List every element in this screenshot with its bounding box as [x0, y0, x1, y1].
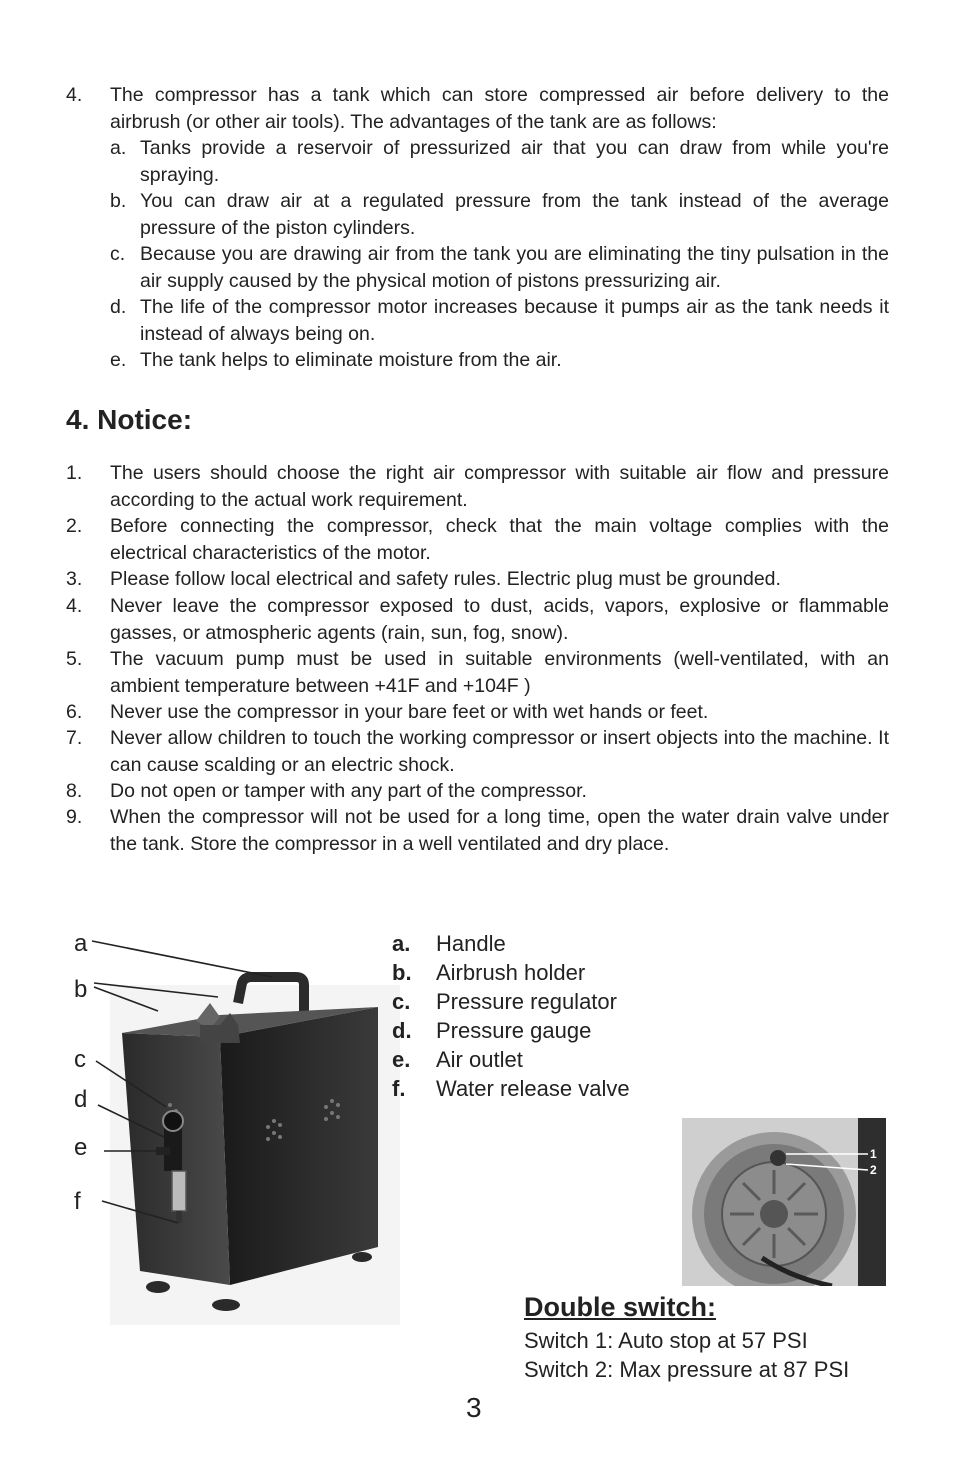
notice-item-4 [66, 593, 889, 646]
double-switch-title: Double switch: [524, 1292, 717, 1322]
notice-item-text: Please follow local electrical and safety rules. Electric plug must be grounded. [110, 568, 781, 590]
callout-d: d [74, 1086, 88, 1113]
water-trap-bowl [172, 1171, 186, 1211]
intro-item-text: The compressor has a tank which can store compressed air before delivery to the airbrush (or other air tools). The advantages of the tank are as follows: [110, 84, 889, 133]
subitem-text: You can draw air at a regulated pressure from the tank instead of the average pressure of the piston cylinders. [140, 190, 889, 239]
switch-callout-2: 2 [870, 1163, 877, 1177]
notice-item-number: 1. [66, 462, 83, 484]
callout-c: c [74, 1046, 86, 1073]
part-name: Airbrush holder [436, 960, 586, 985]
notice-item-text: When the compressor will not be used for a long time, open the water drain valve under the tank. Store the compressor in a well ventilated and dry place. [110, 806, 889, 855]
notice-item-number: 3. [66, 568, 83, 590]
subitem-label: d. [110, 296, 127, 318]
intro-subitem-e [110, 347, 889, 374]
subitem-label: b. [110, 190, 127, 212]
notice-item-6 [66, 699, 889, 726]
foot [146, 1281, 170, 1293]
double-switch-line-2: Switch 2: Max pressure at 87 PSI [524, 1357, 850, 1382]
notice-item-2 [66, 513, 889, 566]
water-release-valve-shape [176, 1211, 182, 1223]
notice-item-8 [66, 778, 889, 805]
intro-subitem-a [110, 135, 889, 188]
side-panel [220, 1007, 378, 1285]
motor-hub [760, 1200, 788, 1228]
notice-item-text: Do not open or tamper with any part of the compressor. [110, 780, 587, 802]
notice-item-text: Before connecting the compressor, check that the main voltage complies with the electrical characteristics of the motor. [110, 515, 889, 564]
part-label: d. [392, 1018, 412, 1043]
part-label: f. [392, 1076, 406, 1101]
callout-f: f [74, 1188, 81, 1215]
intro-item [66, 82, 889, 135]
notice-item-text: Never allow children to touch the working compressor or insert objects into the machine. It can cause scalding or an electric shock. [110, 727, 889, 776]
subitem-label: c. [110, 243, 126, 265]
part-label: a. [392, 931, 411, 956]
notice-item-number: 6. [66, 701, 83, 723]
notice-item-text: Never use the compressor in your bare feet or with wet hands or feet. [110, 701, 709, 723]
notice-item-3 [66, 566, 889, 593]
notice-item-number: 2. [66, 515, 83, 537]
notice-item-number: 7. [66, 727, 83, 749]
notice-item-number: 8. [66, 780, 83, 802]
part-label: e. [392, 1047, 411, 1072]
notice-item-text: The vacuum pump must be used in suitable environments (well-ventilated, with an ambient temperature between +41F and +104F ) [110, 648, 889, 697]
air-outlet-shape [156, 1147, 170, 1155]
double-switch-line-1: Switch 1: Auto stop at 57 PSI [524, 1328, 808, 1353]
notice-item-5 [66, 646, 889, 699]
part-name: Air outlet [436, 1047, 523, 1072]
notice-item-number: 5. [66, 648, 83, 670]
subitem-text: The tank helps to eliminate moisture from the air. [140, 349, 562, 371]
subitem-text: The life of the compressor motor increases because it pumps air as the tank needs it instead of always being on. [140, 296, 889, 345]
part-name: Handle [436, 931, 506, 956]
intro-subitem-c [110, 241, 889, 294]
pressure-gauge-shape [163, 1111, 183, 1131]
foot [352, 1252, 372, 1262]
notice-item-7 [66, 725, 889, 778]
switch-callout-1: 1 [870, 1147, 877, 1161]
notice-item-1 [66, 460, 889, 513]
page-number: 3 [466, 1392, 482, 1423]
compressor-illustration [60, 925, 400, 1325]
intro-item-number: 4. [66, 84, 83, 106]
callout-a: a [74, 930, 88, 957]
double-switch-photo [682, 1118, 886, 1286]
intro-subitem-d [110, 294, 889, 347]
notice-heading: 4. Notice: [66, 404, 193, 435]
intro-subitem-b [110, 188, 889, 241]
notice-item-text: Never leave the compressor exposed to dust, acids, vapors, explosive or flammable gasses, or atmospheric agents (rain, sun, fog, snow). [110, 595, 889, 644]
subitem-label: a. [110, 137, 127, 159]
subitem-text: Because you are drawing air from the tank you are eliminating the tiny pulsation in the air supply caused by the physical motion of pistons pressurizing air. [140, 243, 889, 292]
part-name: Water release valve [436, 1076, 630, 1101]
foot [212, 1299, 240, 1311]
callout-b: b [74, 976, 88, 1003]
subitem-label: e. [110, 349, 127, 371]
part-label: b. [392, 960, 412, 985]
notice-item-number: 9. [66, 806, 83, 828]
part-label: c. [392, 989, 411, 1014]
subitem-text: Tanks provide a reservoir of pressurized air that you can draw from while you're spraying. [140, 137, 889, 186]
switch-knob [770, 1150, 786, 1166]
part-name: Pressure gauge [436, 1018, 592, 1043]
notice-item-9 [66, 804, 889, 857]
callout-e: e [74, 1134, 88, 1161]
notice-item-text: The users should choose the right air compressor with suitable air flow and pressure according to the actual work requirement. [110, 462, 889, 511]
photo-dark-edge [858, 1118, 886, 1286]
part-name: Pressure regulator [436, 989, 617, 1014]
notice-item-number: 4. [66, 595, 83, 617]
